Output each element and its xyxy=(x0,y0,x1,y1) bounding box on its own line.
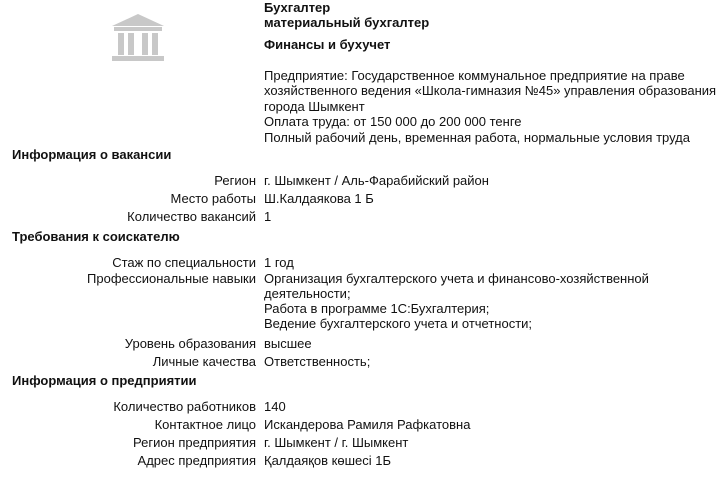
vacancy-title: Бухгалтер xyxy=(264,0,331,15)
field-label: Контактное лицо xyxy=(154,417,256,432)
skill-line: деятельности; xyxy=(264,286,351,301)
field-value: г. Шымкент / Аль-Фарабийский район xyxy=(264,173,489,188)
building-columns-icon xyxy=(108,12,168,64)
field-label: Личные качества xyxy=(152,354,256,369)
field-label: Количество работников xyxy=(113,399,256,414)
field-value: Ответственность; xyxy=(264,354,371,369)
section-heading-vacancy: Информация о вакансии xyxy=(12,147,172,162)
field-label: Регион xyxy=(214,173,256,188)
field-label: Регион предприятия xyxy=(133,435,256,450)
section-heading-company: Информация о предприятии xyxy=(12,373,197,388)
skill-line: Ведение бухгалтерского учета и отчетности; xyxy=(264,316,533,331)
field-label: Адрес предприятия xyxy=(137,453,256,468)
salary-line: Оплата труда: от 150 000 до 200 000 тенге xyxy=(264,114,522,130)
vacancy-category: Финансы и бухучет xyxy=(264,37,391,52)
skill-line: Работа в программе 1С:Бухгалтерия; xyxy=(264,301,490,316)
field-label: Уровень образования xyxy=(124,336,256,351)
vacancy-description xyxy=(264,68,717,145)
field-label: Стаж по специальности xyxy=(112,255,256,270)
field-value: высшее xyxy=(264,336,312,351)
section-heading-requirements: Требования к соискателю xyxy=(12,229,180,244)
field-label: Количество вакансий xyxy=(127,209,256,224)
field-value: Қалдаяқов көшесі 1Б xyxy=(264,453,392,468)
field-value: Искандерова Рамиля Рафкатовна xyxy=(264,417,471,432)
field-value: г. Шымкент / г. Шымкент xyxy=(264,435,409,450)
field-value: 1 xyxy=(264,209,272,224)
description-line: Предприятие: Государственное коммунальное предприятие на праве xyxy=(264,68,685,83)
field-value: Ш.Калдаякова 1 Б xyxy=(264,191,374,206)
description-line: города Шымкент xyxy=(264,98,365,114)
field-label: Профессиональные навыки xyxy=(87,271,256,286)
field-value: 1 год xyxy=(264,255,294,270)
schedule-line: Полный рабочий день, временная работа, нормальные условия труда xyxy=(264,129,690,145)
field-value: 140 xyxy=(264,399,286,414)
vacancy-header xyxy=(264,0,714,52)
field-label: Место работы xyxy=(170,191,256,206)
skill-line: Организация бухгалтерского учета и финансово-хозяйственной xyxy=(264,271,649,286)
vacancy-subtitle: материальный бухгалтер xyxy=(264,15,430,30)
description-line: хозяйственного ведения «Школа-гимназия №45» управления образования xyxy=(264,83,717,99)
field-value xyxy=(264,271,704,331)
